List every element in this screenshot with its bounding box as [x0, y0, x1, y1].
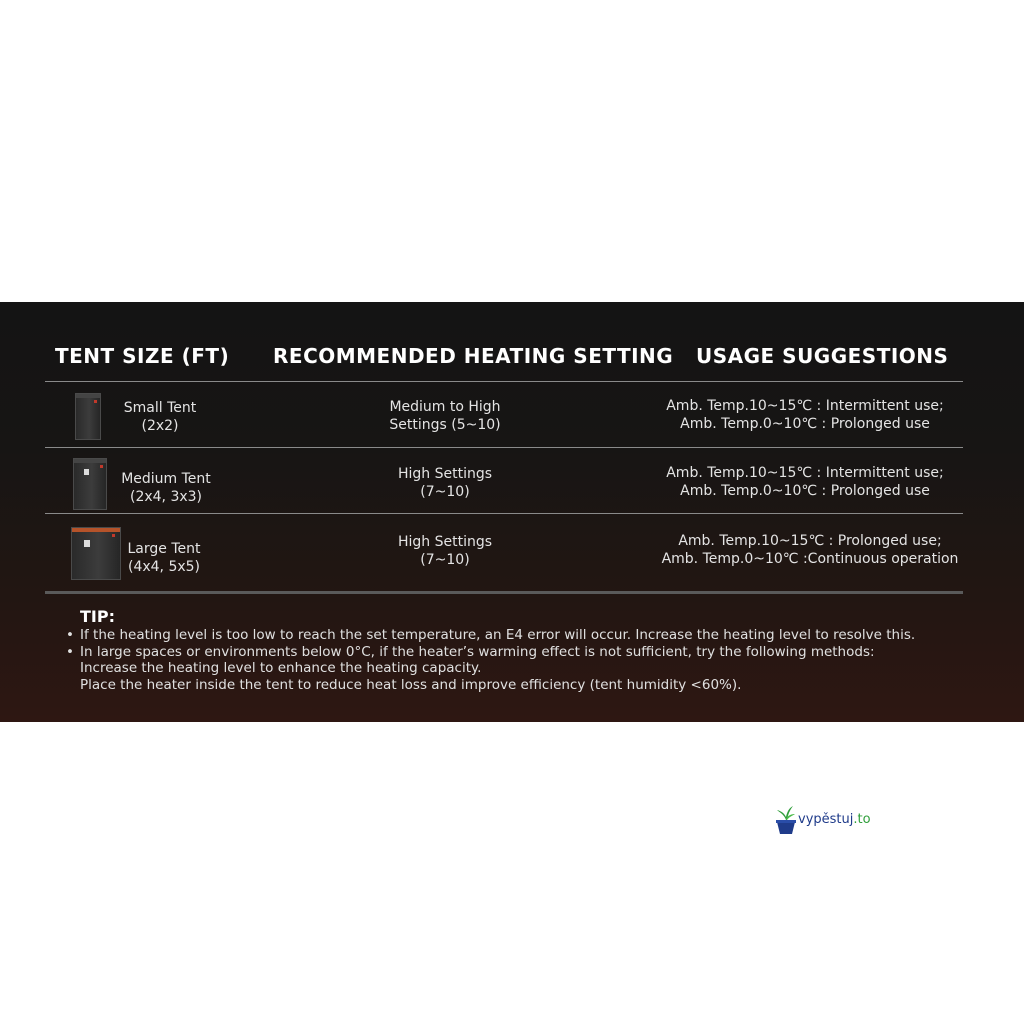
setting-line: High Settings — [397, 534, 493, 550]
setting-line: Settings (5~10) — [389, 417, 501, 433]
heating-setting-cell — [345, 533, 545, 569]
brand-name: vypěstuj — [798, 812, 854, 827]
tip-method: Place the heater inside the tent to reduce heat loss and improve efficiency (tent humidity <60%). — [80, 677, 742, 693]
usage-line: Amb. Temp.0~10℃ :Continuous operation — [661, 551, 959, 567]
table-bottom-border — [45, 591, 963, 594]
bullet-icon: • — [66, 644, 74, 660]
small-tent-image — [75, 393, 101, 440]
header-tent-size: TENT SIZE (FT) — [55, 344, 230, 368]
plant-pot-logo-icon — [775, 804, 797, 836]
tent-name: Large Tent — [127, 541, 201, 557]
divider — [45, 513, 963, 514]
brand-tld: .to — [853, 812, 871, 827]
heating-setting-cell — [345, 465, 545, 501]
heating-setting-cell — [345, 398, 545, 434]
usage-line: Amb. Temp.10~15℃ : Intermittent use; — [666, 465, 944, 481]
usage-cell — [655, 464, 955, 500]
divider — [45, 381, 963, 382]
tip-text: If the heating level is too low to reach the set temperature, an E4 error will occur. Increase the heating level to resolve this. — [80, 627, 916, 643]
setting-line: (7~10) — [420, 552, 470, 568]
tip-bullet — [66, 627, 915, 643]
table-row — [110, 399, 210, 435]
header-heating-setting: RECOMMENDED HEATING SETTING — [273, 344, 674, 368]
header-usage-suggestions: USAGE SUGGESTIONS — [696, 344, 949, 368]
medium-tent-image — [73, 458, 107, 510]
tent-dimensions: (4x4, 5x5) — [127, 559, 201, 575]
usage-cell — [655, 397, 955, 433]
usage-line: Amb. Temp.10~15℃ : Intermittent use; — [666, 398, 944, 414]
tip-title: TIP: — [80, 607, 115, 626]
setting-line: Medium to High — [389, 399, 501, 415]
setting-line: (7~10) — [420, 484, 470, 500]
divider — [45, 447, 963, 448]
usage-cell — [655, 532, 965, 568]
large-tent-image — [71, 527, 121, 580]
tent-name: Small Tent — [123, 400, 197, 416]
table-row — [118, 540, 210, 576]
tip-bullet — [66, 644, 875, 660]
tent-name: Medium Tent — [121, 471, 211, 487]
table-row — [115, 470, 217, 506]
tent-dimensions: (2x4, 3x3) — [129, 489, 203, 505]
tip-text: In large spaces or environments below 0°C, if the heater’s warming effect is not sufficient, try the following methods: — [80, 644, 875, 660]
tent-dimensions: (2x2) — [141, 418, 179, 434]
usage-line: Amb. Temp.10~15℃ : Prolonged use; — [678, 533, 942, 549]
usage-line: Amb. Temp.0~10℃ : Prolonged use — [680, 416, 930, 432]
bullet-icon: • — [66, 627, 74, 643]
brand-logo-text — [798, 812, 871, 827]
usage-line: Amb. Temp.0~10℃ : Prolonged use — [680, 483, 930, 499]
setting-line: High Settings — [397, 466, 493, 482]
tip-method: Increase the heating level to enhance the heating capacity. — [80, 660, 482, 676]
